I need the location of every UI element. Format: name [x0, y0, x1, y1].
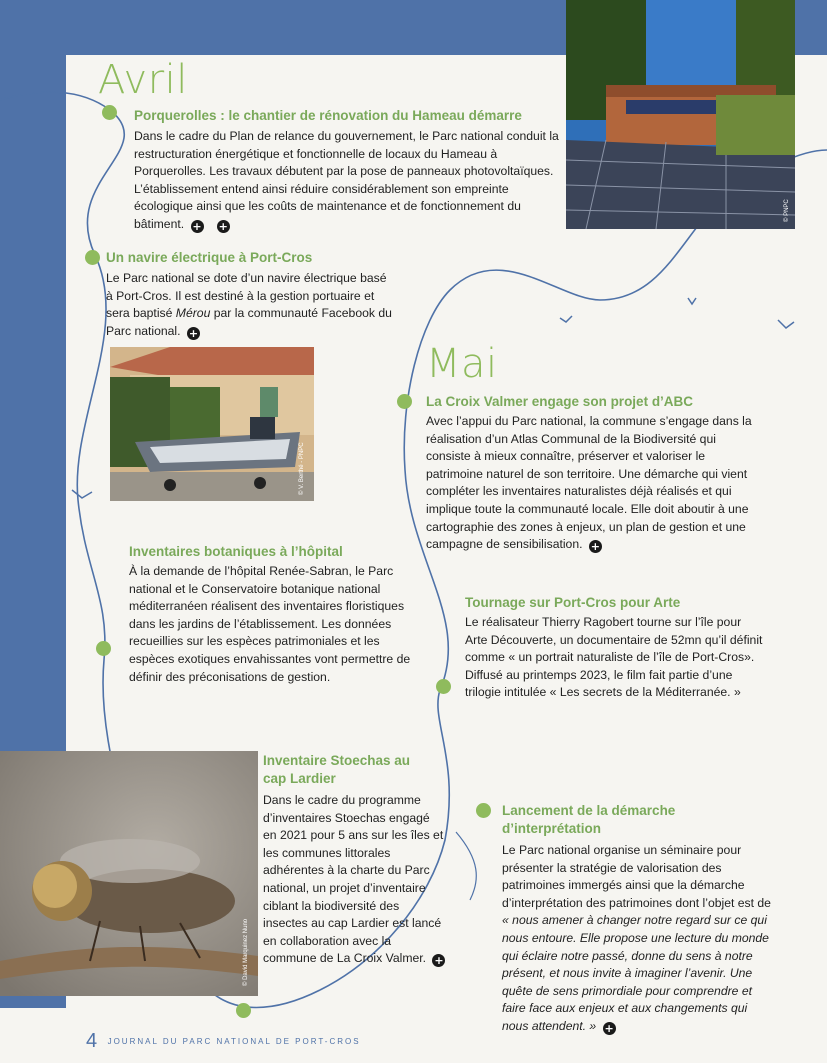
article-text: Dans le cadre du Plan de relance du gouvernement, le Parc national conduit la restructuration énergétique et fonctionnelle de locaux du Hameau à Porquerolles. Les travaux débutent par la pose de panneaux photovoltaïques. L’établissement entend ainsi réduire considérablement son empreinte écologique ainsi que les coûts de maintenance et de fonctionnement du bâtiment. — [134, 129, 559, 231]
article-title-stoechas: Inventaire Stoechas au cap Lardier — [263, 753, 411, 786]
photo-credit: © PNPC — [784, 199, 790, 222]
article-title-botanique: Inventaires botaniques à l’hôpital — [129, 544, 343, 559]
article-text: Le réalisateur Thierry Ragobert tourne sur l’île pour Arte Découverte, un documentaire de 52mn qu’il définit comme « un portrait naturaliste de l’île de Port-Cros». Diffusé au printemps 2023, le film fait partie d’une trilogie intitulée « Les secrets de la Méditerranée. » — [465, 615, 763, 700]
page-number: 4 — [86, 1030, 98, 1052]
boat-illustration — [110, 347, 314, 501]
article-body-porquerolles — [134, 128, 564, 234]
article-body-navire — [106, 270, 396, 340]
article-title-abc: La Croix Valmer engage son projet d’ABC — [426, 394, 694, 409]
article-title-tournage: Tournage sur Port-Cros pour Arte — [465, 595, 681, 610]
journal-title: JOURNAL DU PARC NATIONAL DE PORT-CROS — [107, 1037, 361, 1046]
solar-panels-illustration — [566, 0, 795, 229]
timeline-dot — [236, 1003, 251, 1018]
insect-illustration — [0, 751, 258, 996]
article-body-abc — [426, 413, 756, 554]
timeline-dot — [397, 394, 412, 409]
timeline-dot — [85, 250, 100, 265]
article-text: par la communauté Facebook du Parc national. — [106, 306, 392, 338]
article-body-botanique — [129, 563, 419, 686]
article-text: À la demande de l’hôpital Renée-Sabran, le Parc national et le Conservatoire botanique national méditerranéen réalisent des inventaires floristiques dans les jardins de l’établissement. Les données recueillies sur les espèces patrimoniales et les espèces exotiques envahissantes vont permettre de définir des préconisations de gestion. — [129, 564, 411, 684]
article-text: Le Parc national organise un séminaire pour présenter la stratégie de valorisation des patrimoines immergés ainsi que la démarche d’interprétation des patrimoines dont l’objet est de — [502, 843, 771, 910]
timeline-dot — [476, 803, 491, 818]
more-plus-icon[interactable]: + — [590, 540, 601, 554]
more-plus-icon[interactable]: + — [218, 219, 228, 233]
timeline-dot — [96, 641, 111, 656]
month-mai: Mai — [426, 341, 498, 387]
timeline-dot — [436, 679, 451, 694]
article-title-navire: Un navire électrique à Port-Cros — [106, 250, 313, 265]
more-plus-icon[interactable]: + — [604, 1021, 614, 1035]
article-text: Avec l’appui du Parc national, la commune s’engage dans la réalisation d’un Atlas Communal de la Biodiversité qui consiste à mieux connaître, préserver et valoriser le patrimoine naturel de son territoire. Une démarche qui vient compléter les inventaires naturalistes déjà réalisés et qui implique toute la communauté locale. Elle doit aboutir à une cartographie des zones à enjeux, un plan de gestion et une campagne de sensibilisation. — [426, 414, 752, 552]
photo-electric-boat — [110, 347, 314, 501]
photo-credit: © David Marquinez Nuno — [243, 918, 249, 986]
photo-solar-panels — [566, 0, 795, 229]
more-plus-icon[interactable]: + — [188, 326, 199, 340]
more-plus-icon[interactable]: + — [434, 954, 444, 968]
article-text: Dans le cadre du programme d’inventaires Stoechas engagé en 2021 pour 5 ans sur les îles et les communes littorales adhérentes à la charte du Parc national, un projet d’inventaire ciblant la biodiversité des insectes au cap Lardier est lancé en collaboration avec la commune de La Croix Valmer. — [263, 793, 444, 966]
timeline-dot — [102, 105, 117, 120]
article-body-interpretation — [502, 842, 772, 1036]
photo-credit: © V. Berthé - PNPC — [299, 442, 305, 495]
article-body-stoechas — [263, 792, 446, 968]
month-avril: Avril — [98, 57, 188, 103]
boat-name: Mérou — [175, 306, 211, 321]
article-title-interpretation: Lancement de la démarche d’interprétation — [502, 803, 676, 836]
article-body-tournage — [465, 614, 765, 702]
article-text: Le Parc national se dote d’un navire électrique basé à Port-Cros. Il est destiné à la gestion portuaire et sera baptisé — [106, 271, 387, 321]
page-footer — [86, 1030, 361, 1053]
photo-insect — [0, 751, 258, 996]
more-plus-icon[interactable]: + — [192, 219, 202, 233]
article-title-porquerolles: Porquerolles : le chantier de rénovation du Hameau démarre — [134, 108, 522, 123]
article-quote: « nous amener à changer notre regard sur ce qui nous entoure. Elle propose une lecture du monde qui éclaire notre passé, donne du sens à notre présent, et nous invite à imaginer l’avenir. Une quête de sens primordiale pour comprendre et faire face aux enjeux et aux changements qui nous attendent. » — [502, 913, 769, 1033]
